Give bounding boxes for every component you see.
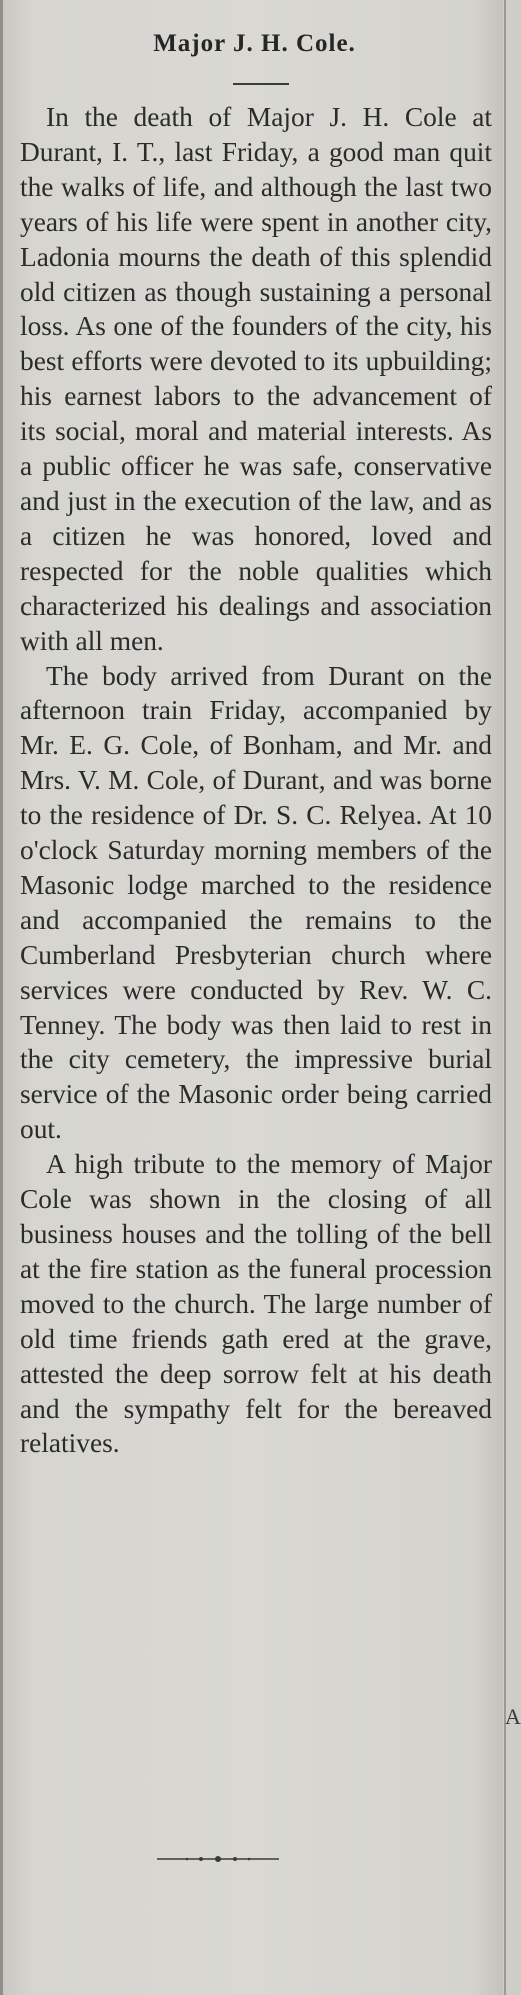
article-body (20, 100, 492, 1461)
article-title: Major J. H. Cole. (153, 30, 356, 57)
article-paragraph-2: The body arrived from Durant on the afternoon train Friday, accompanied by Mr. E. G. Cole, of Bonham, and Mr. and Mrs. V. M. Cole, of Durant, and was borne to the residence of Dr. S. C. Relyea. At 10 o'clock Saturday morning members of the Masonic lodge marched to the residence and accompanied the remains to the Cumberland Presbyterian church where services were conducted by Rev. W. C. Tenney. The body was then laid to rest in the city cemetery, the impressive burial service of the Masonic order being carried out. (20, 660, 492, 1145)
margin-letter: A (505, 1704, 521, 1729)
title-divider (233, 83, 289, 85)
article-paragraph-1: In the death of Major J. H. Cole at Durant, I. T., last Friday, a good man quit the walks of life, and although the last two years of his life were spent in another city, Ladonia mourns the death of this splendid old citizen as though sustaining a personal loss. As one of the founders of the city, his best efforts were devoted to its upbuilding; his earnest labors to the advancement of its social, moral and material interests. As a public officer he was safe, conservative and just in the execution of the law, and as a citizen he was honored, loved and respected for the noble qualities which characterized his dealings and association with all men. (20, 102, 492, 656)
end-ornament-icon (153, 1852, 283, 1866)
article-paragraph-3: A high tribute to the memory of Major Cole was shown in the closing of all business houses and the tolling of the bell at the fire station as the funeral procession moved to the church. The large number of old time friends gath ered at the grave, attested the deep sorrow felt at his death and the sympathy felt for the bereaved relatives. (20, 1149, 492, 1459)
column-rule (504, 0, 506, 1995)
